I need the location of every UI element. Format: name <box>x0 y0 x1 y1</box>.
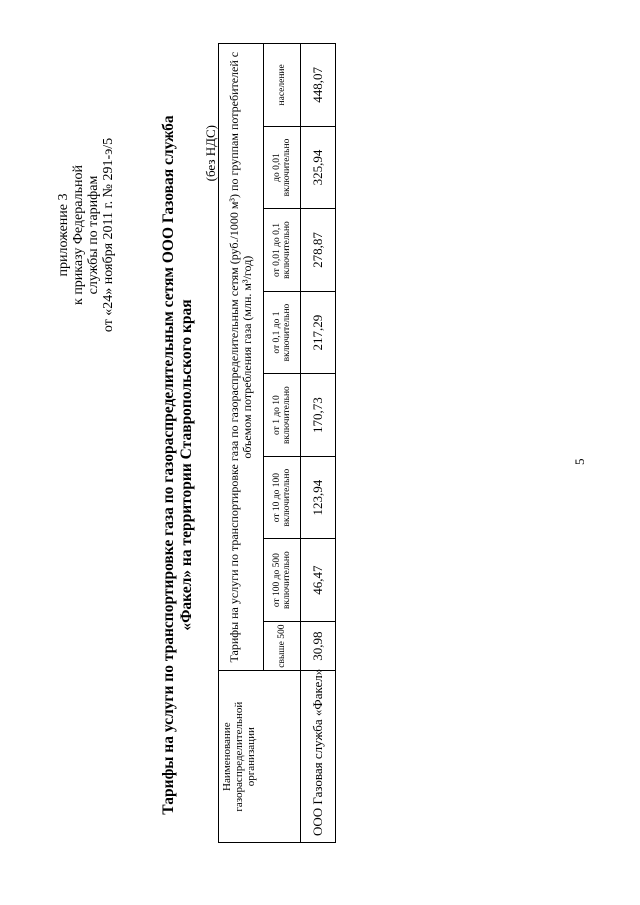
appendix-line: службы по тарифам <box>86 175 101 295</box>
table-row <box>301 44 336 843</box>
org-column-header: Наименование газораспределительной организации <box>219 671 301 843</box>
appendix-line: от «24» ноября 2011 г. № 291-э/5 <box>101 137 116 333</box>
document-title: Тарифы на услуги по транспортировке газа по газораспределительным сетям ООО Газовая служба «Факел» на территории Ставропольского края <box>160 115 195 815</box>
group-header: до 0,01 включительно <box>264 126 301 209</box>
group-header: от 10 до 100 включительно <box>264 456 301 539</box>
appendix-header <box>56 125 116 345</box>
group-header: население <box>264 44 301 127</box>
group-header: от 0,1 до 1 включительно <box>264 291 301 374</box>
vat-note: (без НДС) <box>203 125 218 182</box>
page-number: 5 <box>572 458 587 465</box>
tariff-value: 30,98 <box>301 621 336 671</box>
group-header: от 100 до 500 включительно <box>264 539 301 622</box>
org-name-cell: ООО Газовая служба «Факел» <box>301 671 336 843</box>
tariff-value: 217,29 <box>301 291 336 374</box>
group-header: от 0,01 до 0,1 включительно <box>264 209 301 292</box>
appendix-line: приложение 3 <box>56 193 71 277</box>
group-header: от 1 до 10 включительно <box>264 374 301 457</box>
tariff-value: 170,73 <box>301 374 336 457</box>
tariff-value: 46,47 <box>301 539 336 622</box>
tariff-value: 278,87 <box>301 209 336 292</box>
tariff-value: 123,94 <box>301 456 336 539</box>
tariff-value: 325,94 <box>301 126 336 209</box>
tariff-table <box>218 43 336 843</box>
tariff-column-header: Тарифы на услуги по транспортировке газа по газораспределительным сетям (руб./1000 м³) по группам потребителей с объемом потребления газа (млн. м³/год) <box>219 44 264 671</box>
group-header: свыше 500 <box>264 621 301 671</box>
appendix-line: к приказу Федеральной <box>71 165 86 305</box>
tariff-value: 448,07 <box>301 44 336 127</box>
